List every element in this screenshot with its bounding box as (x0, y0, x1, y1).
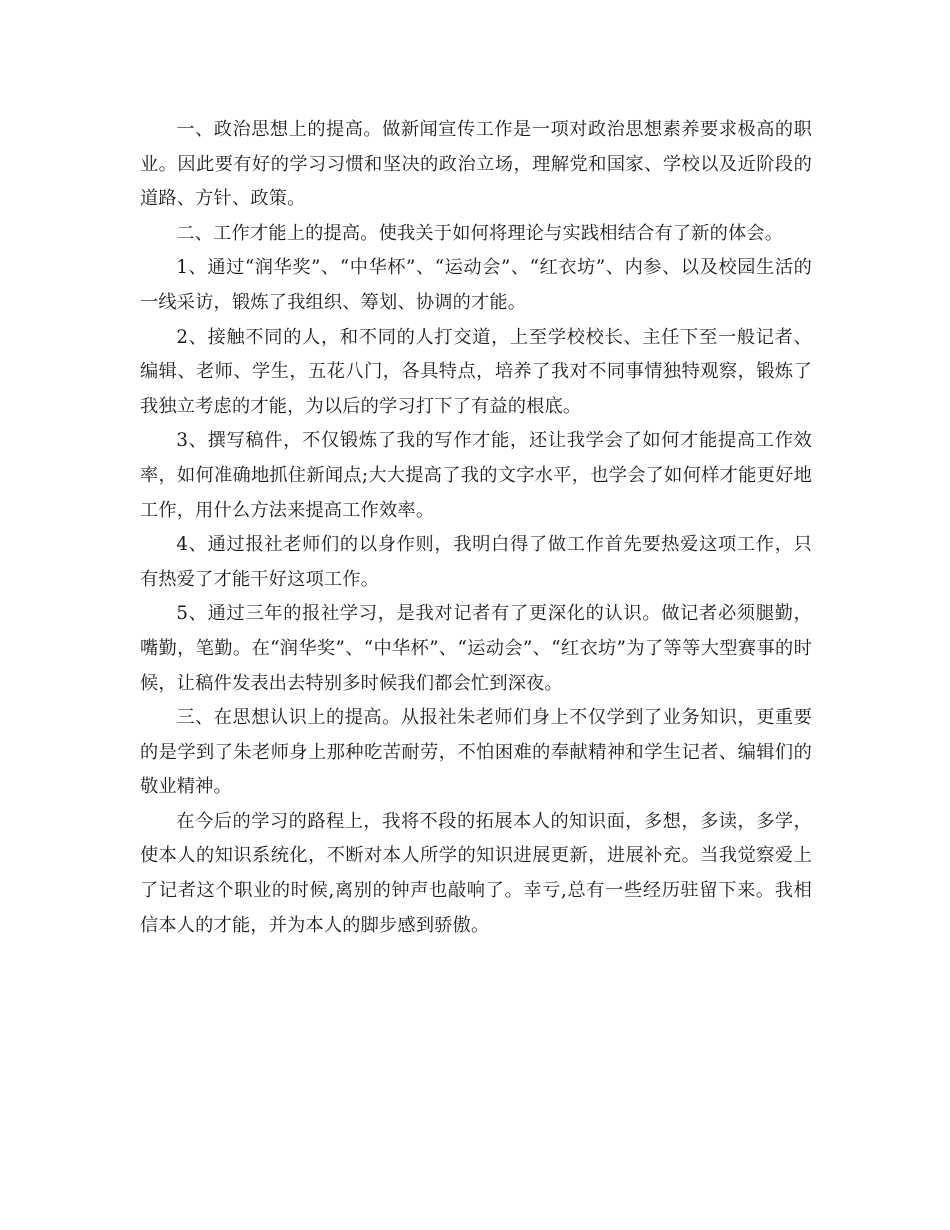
paragraph-point-4: 4、通过报社老师们的以身作则，我明白得了做工作首先要热爱这项工作，只有热爱了才能干好这项工作。 (140, 534, 812, 590)
paragraph-ideological-improvement: 三、在思想认识上的提高。从报社朱老师们身上不仅学到了业务知识，更重要的是学到了朱老师身上那种吃苦耐劳，不怕困难的奉献精神和学生记者、编辑们的敬业精神。 (140, 707, 812, 798)
paragraph-point-3: 3、撰写稿件，不仅锻炼了我的写作才能，还让我学会了如何才能提高工作效率，如何准确地抓住新闻点;大大提高了我的文字水平，也学会了如何样才能更好地工作，用什么方法来提高工作效率。 (140, 430, 812, 521)
document-body (140, 113, 812, 943)
paragraph-political-improvement: 一、政治思想上的提高。做新闻宣传工作是一项对政治思想素养要求极高的职业。因此要有好的学习习惯和坚决的政治立场，理解党和国家、学校以及近阶段的道路、方针、政策。 (140, 119, 812, 210)
paragraph-work-ability: 二、工作才能上的提高。使我关于如何将理论与实践相结合有了新的体会。 (176, 222, 784, 244)
paragraph-conclusion: 在今后的学习的路程上，我将不段的拓展本人的知识面，多想，多读，多学，使本人的知识系统化，不断对本人所学的知识进展更新，进展补充。当我觉察爱上了记者这个职业的时候,离别的钟声也敲响了。幸亏,总有一些经历驻留下来。我相信本人的才能，并为本人的脚步感到骄傲。 (140, 810, 812, 936)
paragraph-point-5: 5、通过三年的报社学习，是我对记者有了更深化的认识。做记者必须腿勤，嘴勤，笔勤。在“润华奖”、“中华杯”、“运动会”、“红衣坊”为了等等大型赛事的时候，让稿件发表出去特别多时候我们都会忙到深夜。 (140, 603, 812, 694)
paragraph-point-2: 2、接触不同的人，和不同的人打交道，上至学校校长、主任下至一般记者、编辑、老师、学生，五花八门，各具特点，培养了我对不同事情独特观察，锻炼了我独立考虑的才能，为以后的学习打下了有益的根底。 (140, 326, 812, 417)
paragraph-point-1: 1、通过“润华奖”、“中华杯”、“运动会”、“红衣坊”、内参、以及校园生活的一线采访，锻炼了我组织、筹划、协调的才能。 (140, 257, 812, 313)
